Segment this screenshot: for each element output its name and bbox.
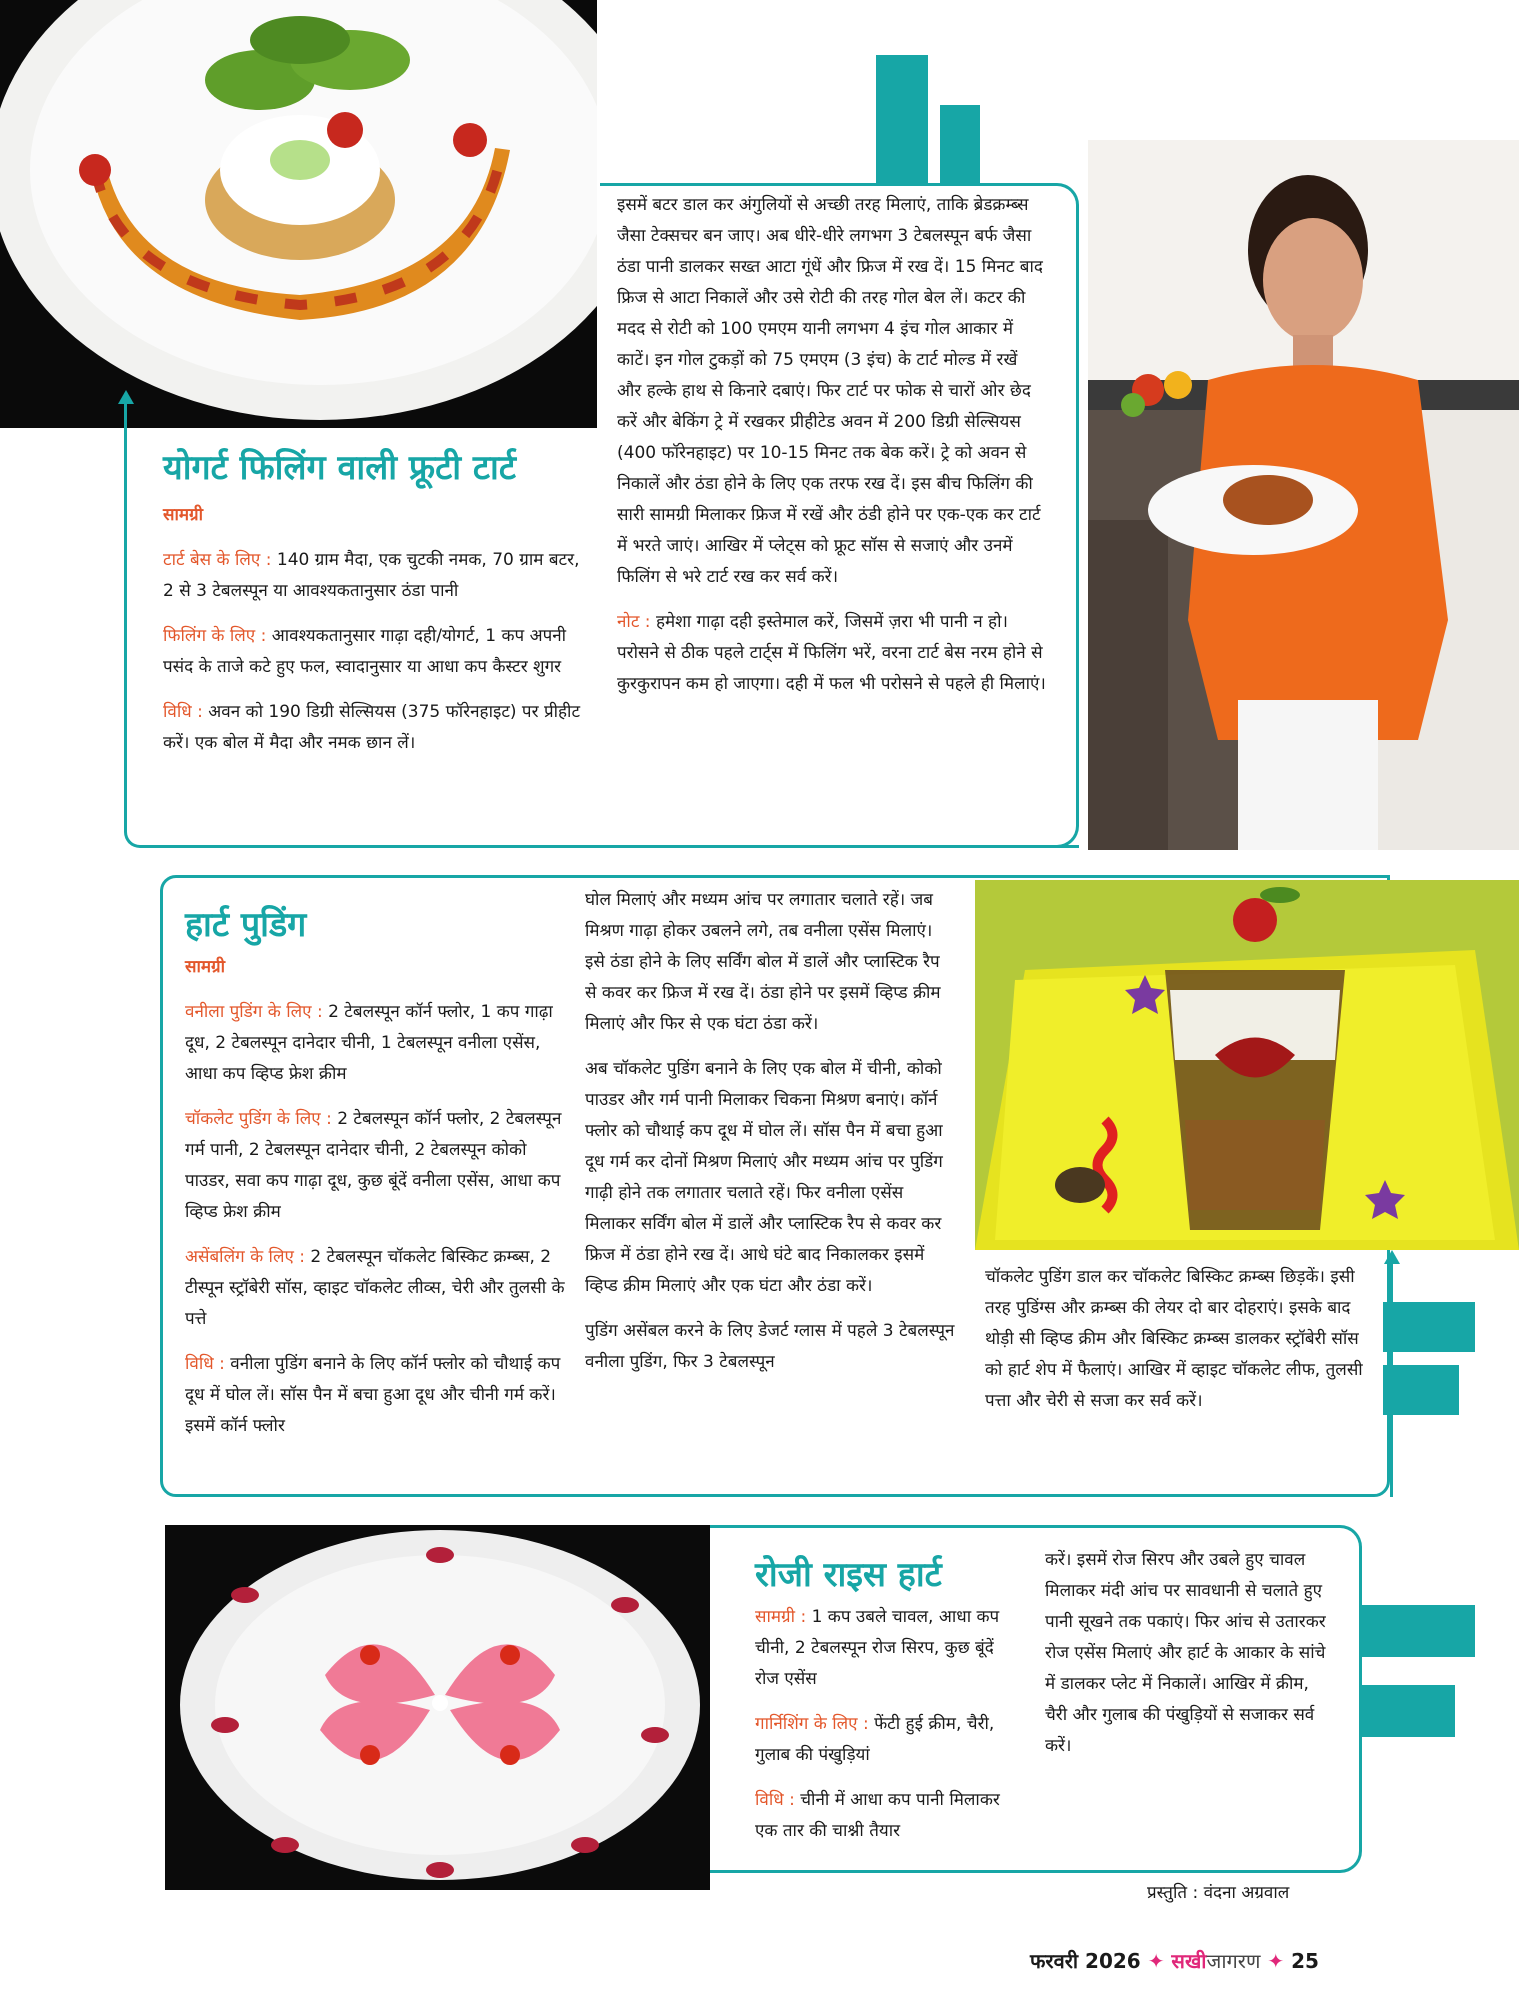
pudding-vanilla-text: 2 टेबलस्पून कॉर्न फ्लोर, 1 कप गाढ़ा दूध, 2 टेबलस्पून दानेदार चीनी, 1 टेबलस्पून वनीला एसेंस, आधा कप व्हिप्ड फ्रेश क्रीम — [185, 1002, 553, 1084]
tart-filling-label: फिलिंग के लिए : — [163, 626, 267, 646]
decor-bar — [1383, 1365, 1459, 1415]
footer-month: फरवरी 2026 — [1030, 1949, 1141, 1973]
tart-base-label: टार्ट बेस के लिए : — [163, 550, 272, 570]
decor-bar — [1383, 1302, 1475, 1352]
pudding-assembly-label: असेंबलिंग के लिए : — [185, 1247, 306, 1267]
tart-method-text: अवन को 190 डिग्री सेल्सियस (375 फॉरेनहाइट) पर प्रीहीट करें। एक बोल में मैदा और नमक छान लें। — [163, 702, 581, 753]
rice-ingredients — [755, 1602, 1020, 1861]
credit-line: प्रस्तुति : वंदना अग्रवाल — [1147, 1883, 1290, 1903]
rice-method-text: चीनी में आधा कप पानी मिलाकर एक तार की चाश्नी तैयार — [755, 1790, 1000, 1841]
decor-bar — [1360, 1605, 1475, 1657]
rice-garnish-text: फेंटी हुई क्रीम, चैरी, गुलाब की पंखुड़ियां — [755, 1714, 995, 1765]
tart-base-text: 140 ग्राम मैदा, एक चुटकी नमक, 70 ग्राम बटर, 2 से 3 टेबलस्पून या आवश्यकतानुसार ठंडा पानी — [163, 550, 580, 601]
footer-star-icon: ✦ — [1147, 1949, 1165, 1973]
rice-method-right — [1045, 1545, 1335, 1776]
pudding-choco-label: चॉकलेट पुडिंग के लिए : — [185, 1109, 332, 1129]
pudding-mid-p2: अब चॉकलेट पुडिंग बनाने के लिए एक बोल में चीनी, कोको पाउडर और गर्म पानी मिलाकर चिकना मिश्रण बनाएं। कॉर्न फ्लोर को चौथाई कप दूध में घोल लें। सॉस पैन में बचा हुआ दूध गर्म कर दोनों मिश्रण मिलाएं और मध्यम आंच पर पुडिंग गाढ़ी होने तक लगातार चलाते रहें। फिर वनीला एसेंस मिलाकर सर्विंग बोल में डालें और प्लास्टिक रैप से कवर कर फ्रिज में ठंडा होने रख दें। आधे घंटे बाद निकालकर इसमें व्हिप्ड क्रीम मिलाएं और एक घंटा और ठंडा करें। — [585, 1059, 943, 1296]
rice-method-label: विधि : — [755, 1790, 795, 1810]
tart-ingredients — [163, 500, 583, 773]
footer-star-icon: ✦ — [1267, 1949, 1285, 1973]
pudding-method-middle — [585, 885, 955, 1392]
decor-bar — [1360, 1685, 1455, 1737]
arrow-up-icon — [1384, 1250, 1400, 1264]
pudding-photo — [975, 880, 1519, 1250]
pudding-ingredients — [185, 952, 570, 1456]
rice-ingredients-label: सामग्री : — [755, 1607, 807, 1627]
pudding-vanilla-label: वनीला पुडिंग के लिए : — [185, 1002, 323, 1022]
tart-method-label: विधि : — [163, 702, 203, 722]
pudding-right-p: चॉकलेट पुडिंग डाल कर चॉकलेट बिस्किट क्रम्ब्स छिड़कें। इसी तरह पुडिंग्स और क्रम्ब्स की लेयर दो बार दोहराएं। इसके बाद थोड़ी सी व्हिप्ड क्रीम और बिस्किट क्रम्ब्स डालकर स्ट्रॉबेरी सॉस को हार्ट शेप में फैलाएं। आखिर में व्हाइट चॉकलेट लीफ, तुलसी पत्ता और चेरी से सजा कर सर्व करें। — [985, 1267, 1363, 1411]
pudding-choco-text: 2 टेबलस्पून कॉर्न फ्लोर, 2 टेबलस्पून गर्म पानी, 2 टेबलस्पून दानेदार चीनी, 2 टेबलस्पून कोको पाउडर, सवा कप गाढ़ा दूध, कुछ बूंदें वनीला एसेंस, आधा कप व्हिप्ड फ्रेश क्रीम — [185, 1109, 562, 1222]
tart-photo — [0, 0, 597, 428]
pudding-mid-p3: पुडिंग असेंबल करने के लिए डेजर्ट ग्लास में पहले 3 टेबलस्पून वनीला पुडिंग, फिर 3 टेबलस्पून — [585, 1321, 955, 1372]
tart-method-cont: इसमें बटर डाल कर अंगुलियों से अच्छी तरह मिलाएं, ताकि ब्रेडक्रम्ब्स जैसा टेक्सचर बन जाए। अब धीरे-धीरे लगभग 3 टेबलस्पून बर्फ जैसा ठंडा पानी डालकर सख्त आटा गूंधें और फ्रिज में रख दें। 15 मिनट बाद फ्रिज से आटा निकालें और उसे रोटी की तरह गोल बेल लें। कटर की मदद से रोटी को 100 एमएम यानी लगभग 4 इंच गोल आकार में काटें। इन गोल टुकड़ों को 75 एमएम (3 इंच) के टार्ट मोल्ड में रखें और हल्के हाथ से किनारे दबाएं। फिर टार्ट पर फोक से चारों ओर छेद करें और बेकिंग ट्रे में रखकर प्रीहीटेड अवन में 200 डिग्री सेल्सियस (400 फॉरेनहाइट) पर 10-15 मिनट तक बेक करें। ट्रे को अवन से निकालें और ठंडा होने के लिए एक तरफ रख दें। इस बीच फिलिंग की सारी सामग्री मिलाकर फ्रिज में रखें और ठंडी होने पर एक-एक कर टार्ट में भरते जाएं। आखिर में प्लेट्स को फ्रूट सॉस से सजाएं और उनमें फिलिंग से भरे टार्ट रख कर सर्व करें। — [617, 195, 1043, 587]
tart-note-text: हमेशा गाढ़ा दही इस्तेमाल करें, जिसमें ज़रा भी पानी न हो। परोसने से ठीक पहले टार्ट्स में फिलिंग भरें, वरना टार्ट बेस नरम होने से कुरकुरापन कम हो जाएगा। दही में फल भी परोसने से पहले ही मिलाएं। — [617, 612, 1046, 694]
footer — [1030, 1947, 1319, 1974]
footer-mag-a: सखी — [1171, 1949, 1207, 1973]
tart-filling-text: आवश्यकतानुसार गाढ़ा दही/योगर्ट, 1 कप अपनी पसंद के ताजे कटे हुए फल, स्वादानुसार या आधा कप कैस्टर शुगर — [163, 626, 567, 677]
pudding-mid-p1: घोल मिलाएं और मध्यम आंच पर लगातार चलाते रहें। जब मिश्रण गाढ़ा होकर उबलने लगे, तब वनीला एसेंस मिलाएं। इसे ठंडा होने के लिए सर्विंग बोल में डालें और प्लास्टिक रैप से कवर कर फ्रिज में रख दें। ठंडा होने पर इसमें व्हिप्ड क्रीम मिलाएं और फिर से एक घंटा ठंडा करें। — [585, 890, 941, 1034]
pudding-ingredients-heading: सामग्री — [185, 957, 226, 977]
chef-photo — [1088, 140, 1519, 850]
tart-frame-top — [600, 183, 1020, 186]
rice-title: रोजी राइस हार्ट — [755, 1555, 942, 1595]
tart-ingredients-heading: सामग्री — [163, 505, 204, 525]
pudding-assembly-text: 2 टेबलस्पून चॉकलेट बिस्किट क्रम्ब्स, 2 टीस्पून स्ट्रॉबेरी सॉस, व्हाइट चॉकलेट लीव्स, चेरी और तुलसी के पत्ते — [185, 1247, 565, 1329]
footer-page: 25 — [1291, 1949, 1319, 1973]
tart-note-label: नोट : — [617, 612, 651, 632]
pudding-method-right — [985, 1262, 1365, 1431]
pudding-title: हार्ट पुडिंग — [185, 905, 307, 945]
rice-garnish-label: गार्निशिंग के लिए : — [755, 1714, 869, 1734]
footer-mag-b: जागरण — [1206, 1949, 1261, 1973]
decor-bar — [940, 105, 980, 185]
rice-ingredients-text: 1 कप उबले चावल, आधा कप चीनी, 2 टेबलस्पून रोज सिरप, कुछ बूंदें रोज एसेंस — [755, 1607, 1000, 1689]
decor-bar — [876, 55, 928, 185]
arrow-line — [124, 400, 127, 430]
arrow-up-icon — [118, 390, 134, 404]
tart-method-continued — [617, 190, 1047, 714]
pudding-method-text: वनीला पुडिंग बनाने के लिए कॉर्न फ्लोर को चौथाई कप दूध में घोल लें। सॉस पैन में बचा हुआ दूध और चीनी गर्म करें। इसमें कॉर्न फ्लोर — [185, 1354, 561, 1436]
rice-photo — [165, 1525, 710, 1890]
pudding-method-label: विधि : — [185, 1354, 225, 1374]
rice-right-p: करें। इसमें रोज सिरप और उबले हुए चावल मिलाकर मंदी आंच पर सावधानी से चलाते हुए पानी सूखने तक पकाएं। फिर आंच से उतारकर रोज एसेंस मिलाएं और हार्ट के आकार के सांचे में डालकर प्लेट में निकालें। आखिर में क्रीम, चैरी और गुलाब की पंखुड़ियों से सजाकर सर्व करें। — [1045, 1550, 1326, 1756]
tart-title: योगर्ट फिलिंग वाली फ्रूटी टार्ट — [163, 448, 516, 488]
